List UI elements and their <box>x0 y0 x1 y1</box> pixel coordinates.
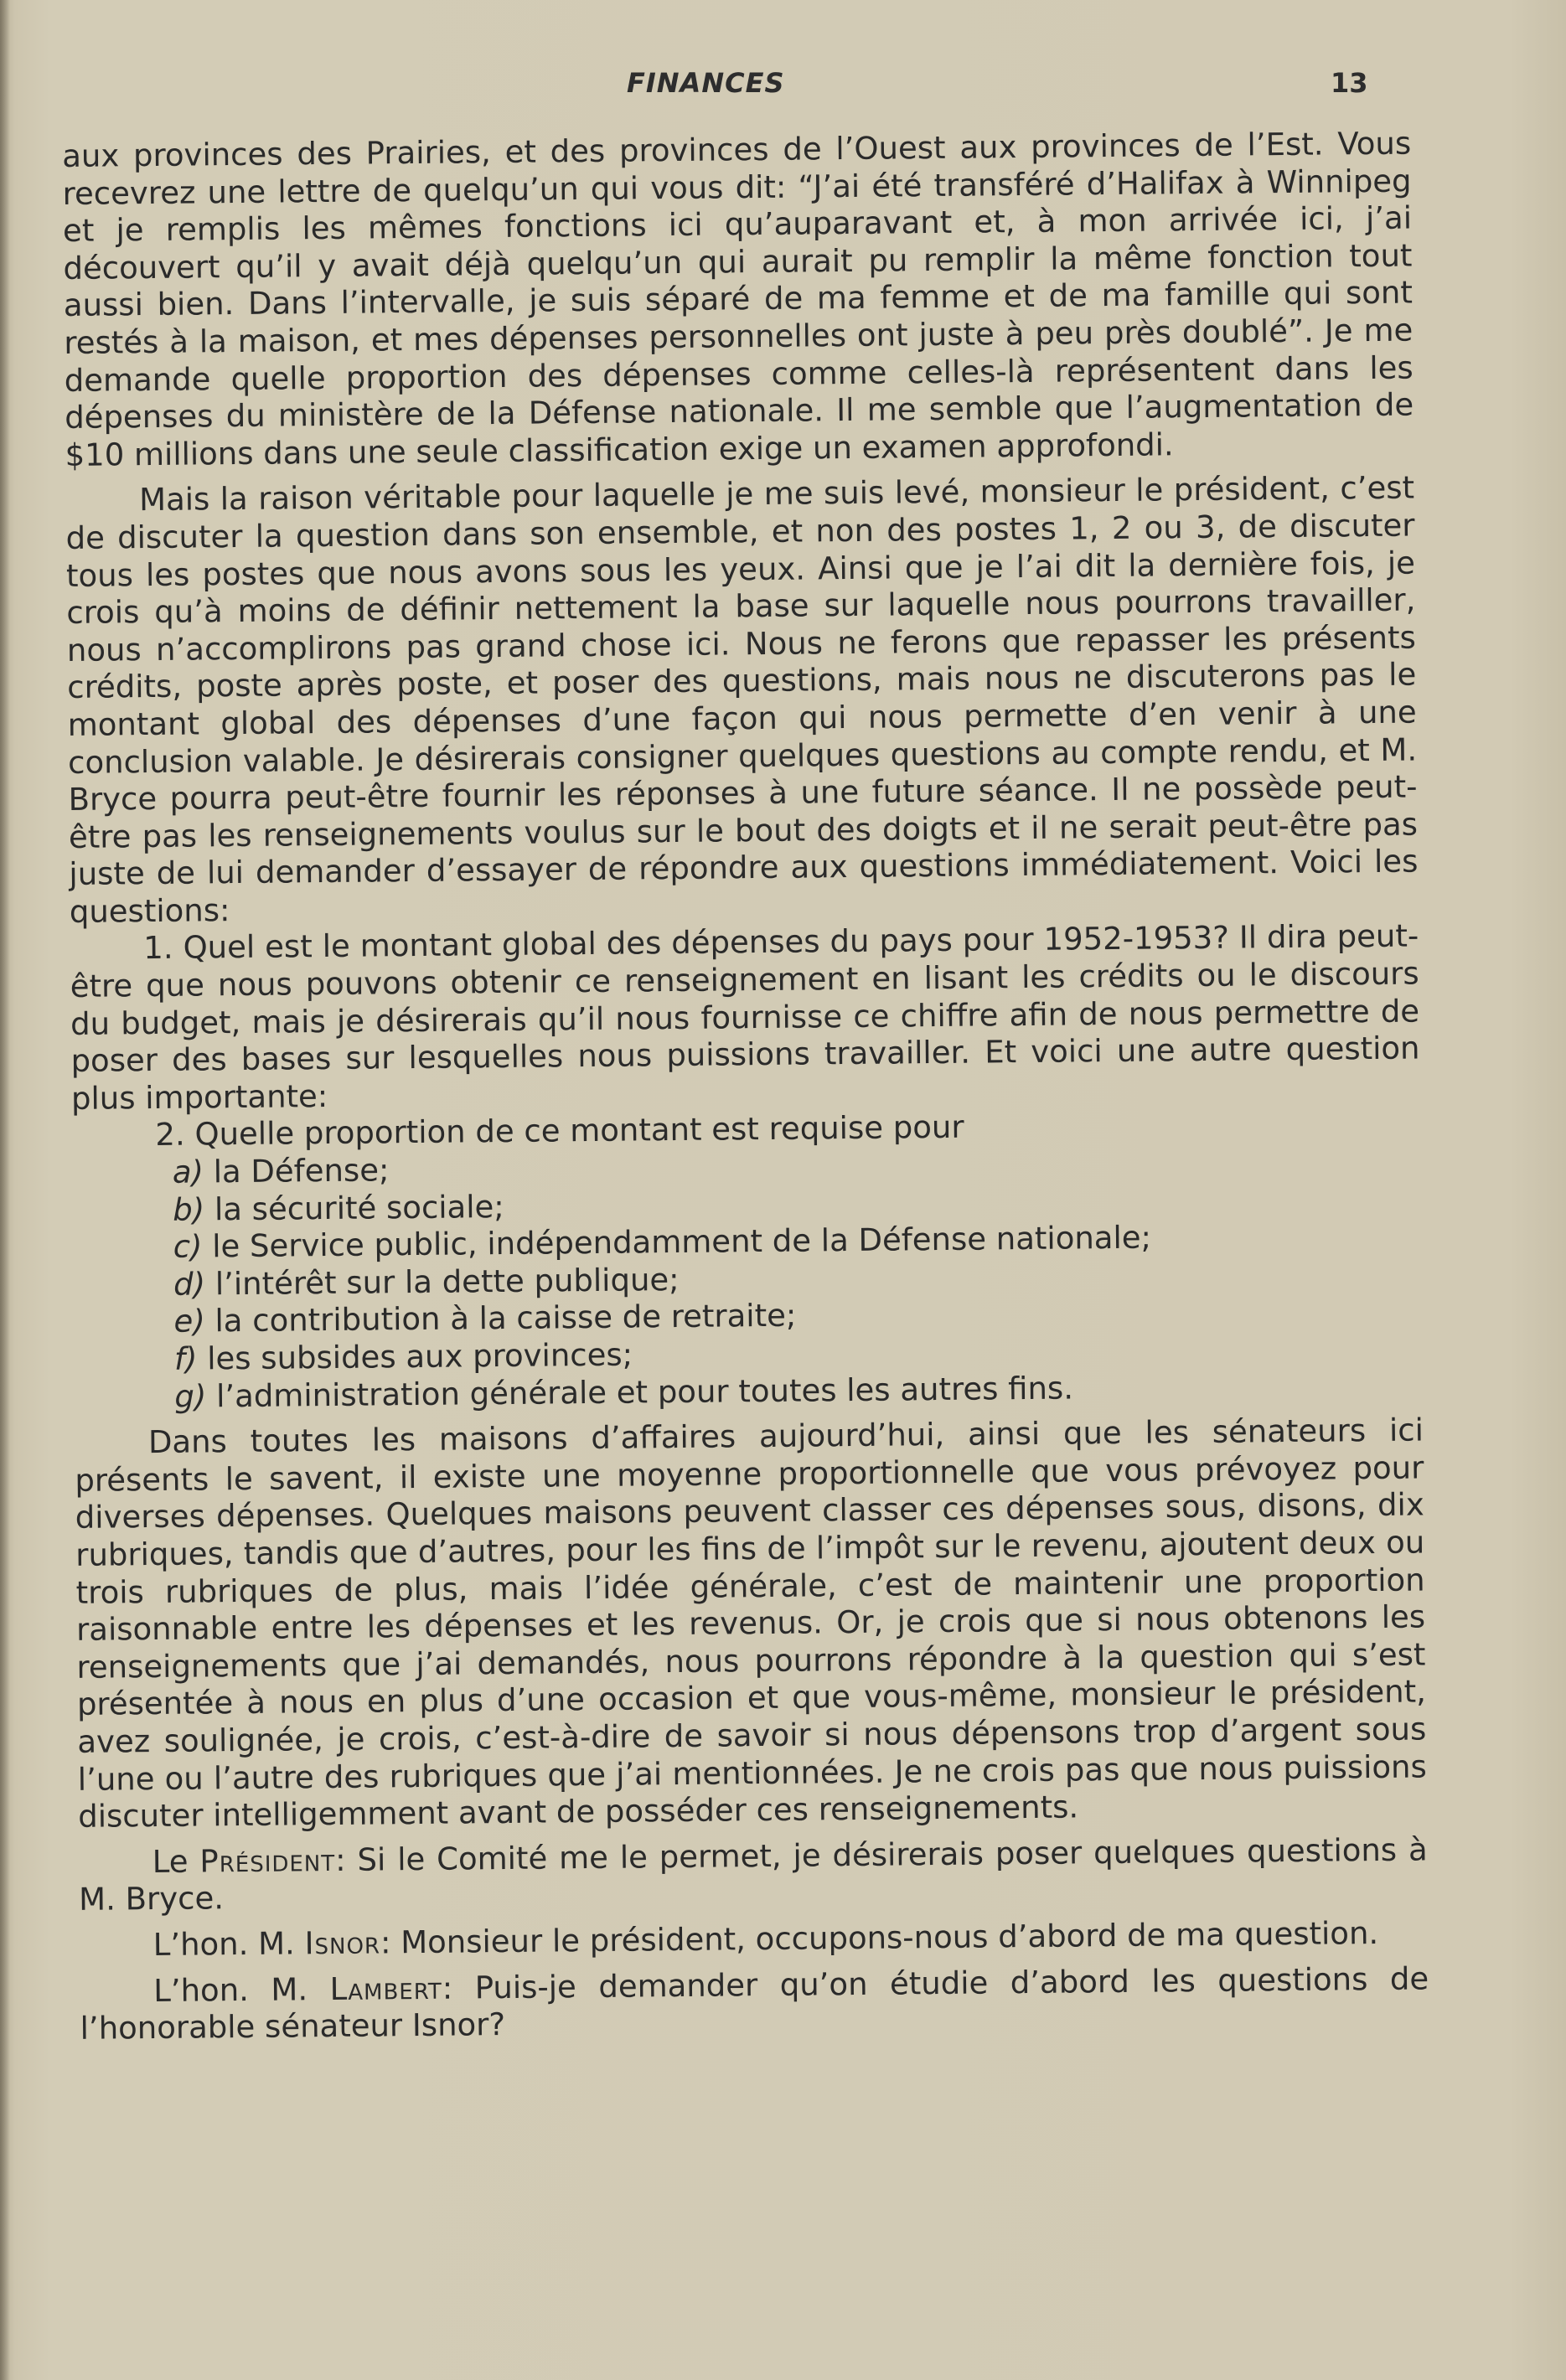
exchange-text: : Monsieur le président, occupons-nous d’abord de ma question. <box>380 1914 1379 1961</box>
subitem-letter: f) <box>173 1340 198 1377</box>
subitem-letter: c) <box>173 1228 203 1266</box>
subitem-text: les subsides aux provinces; <box>207 1336 633 1377</box>
subitem-text: la sécurité sociale; <box>214 1188 504 1227</box>
subitem-text: le Service public, indépendamment de la Défense nationale; <box>212 1219 1152 1265</box>
exchange-prefix: L’hon. M. <box>152 1925 305 1963</box>
question-1: 1. Quel est le montant global des dépenses du pays pour 1952-1953? Il dira peut-être que nous pouvons obtenir ce renseignement en lisant les crédits ou le discours du budget, mais je désirerais qu’il nous fournisse ce chiffre afin de nous permettre de poser des bases sur lesquelles nous puissions travailler. Et voici une autre question plus importante: <box>70 917 1420 1117</box>
exchange-prefix: L’hon. M. <box>153 1970 330 2009</box>
exchange-text: : Puis-je demander qu’on étudie d’abord les questions de l’honorable sénateur Isnor? <box>80 1959 1429 2047</box>
subitem-text: l’administration générale et pour toutes les autres fins. <box>215 1370 1074 1414</box>
page-header <box>0 67 1566 117</box>
question-2: 2. Quelle proportion de ce montant est requise pour <box>155 1109 964 1154</box>
running-title: FINANCES <box>627 67 785 99</box>
question-2-subitems <box>72 1143 1424 1417</box>
page-edge-shadow <box>0 0 10 2380</box>
speaker-name: Lambert <box>329 1970 442 2007</box>
subitem-letter: a) <box>172 1154 204 1190</box>
subitem-text: la contribution à la caisse de retraite; <box>214 1298 797 1340</box>
exchange-prefix: Le <box>152 1843 200 1880</box>
subitem-letter: d) <box>173 1266 206 1303</box>
speaker-name: Isnor <box>304 1924 381 1962</box>
exchange-lambert <box>80 1960 1429 2048</box>
speaker-name: Président <box>199 1841 336 1880</box>
page-number: 13 <box>1331 67 1368 99</box>
page-body <box>62 126 1429 2048</box>
exchange-isnor <box>80 1914 1429 1964</box>
subitem-letter: b) <box>173 1191 205 1228</box>
subitem-letter: e) <box>173 1303 205 1340</box>
paragraph-main-question: Mais la raison véritable pour laquelle je me suis levé, monsieur le président, c’est de discuter la question dans son ensemble, et non des postes 1, 2 ou 3, de discuter tous les postes que nous avons sous les yeux. Ainsi que je l’ai dit la dernière fois, je crois qu’à moins de définir nettement la base sur laquelle nous pourrons travailler, nous n’accomplirons pas grand chose ici. Nous ne ferons que repasser les présents crédits, poste après poste, et poser des questions, mais nous ne discuterons pas le montant global des dépenses d’une façon qui nous permette d’en venir à une conclusion valable. Je désirerais consigner quelques questions au compte rendu, et M. Bryce pourra peut-être fournir les réponses à une future séance. Il ne possède peut-être pas les renseignements voulus sur le bout des doigts et il ne serait peut-être pas juste de lui demander d’essayer de répondre aux questions immédiatement. Voici les questions: <box>65 469 1419 930</box>
exchange-president <box>79 1831 1429 1919</box>
paragraph-continuation: aux provinces des Prairies, et des provinces de l’Ouest aux provinces de l’Est. Vous recevrez une lettre de quelqu’un qui vous dit: “J’ai été transféré d’Halifax à Winnipeg et je remplis les mêmes fonctions ici qu’auparavant et, à mon arrivée ici, j’ai découvert qu’il y avait déjà quelqu’un qui aurait pu remplir la même fonction tout aussi bien. Dans l’intervalle, je suis séparé de ma femme et de ma famille qui sont restés à la maison, et mes dépenses personnelles ont juste à peu près doublé”. Je me demande quelle proportion des dépenses comme celles-là représentent dans les dépenses du ministère de la Défense nationale. Il me semble que l’augmentation de $10 millions dans une seule classification exige un examen approfondi. <box>62 125 1414 473</box>
subitem-text: la Défense; <box>213 1152 390 1190</box>
subitem-text: l’intérêt sur la dette publique; <box>214 1261 680 1303</box>
exchange-text: : Si le Comité me le permet, je désirerais poser quelques questions à M. Bryce. <box>78 1831 1428 1918</box>
subitem-letter: g) <box>174 1378 207 1415</box>
paragraph-business-proportion: Dans toutes les maisons d’affaires aujourd’hui, ainsi que les sénateurs ici présents le savent, il existe une moyenne proportionnelle que vous prévoyez pour diverses dépenses. Quelques maisons peuvent classer ces dépenses sous, disons, dix rubriques, tandis que d’autres, pour les fins de l’impôt sur le revenu, ajoutent deux ou trois rubriques de plus, mais l’idée générale, c’est de maintenir une proportion raisonnable entre les dépenses et les revenus. Or, je crois que si nous obtenons les renseignements que j’ai demandés, nous pourrons répondre à la question qui s’est présentée à nous en plus d’une occasion et que vous-même, monsieur le président, avez soulignée, je crois, c’est-à-dire de savoir si nous dépensons trop d’argent sous l’une ou l’autre des rubriques que j’ai mentionnées. Je ne crois pas que nous puissions discuter intelligemment avant de posséder ces renseignements. <box>75 1412 1427 1835</box>
